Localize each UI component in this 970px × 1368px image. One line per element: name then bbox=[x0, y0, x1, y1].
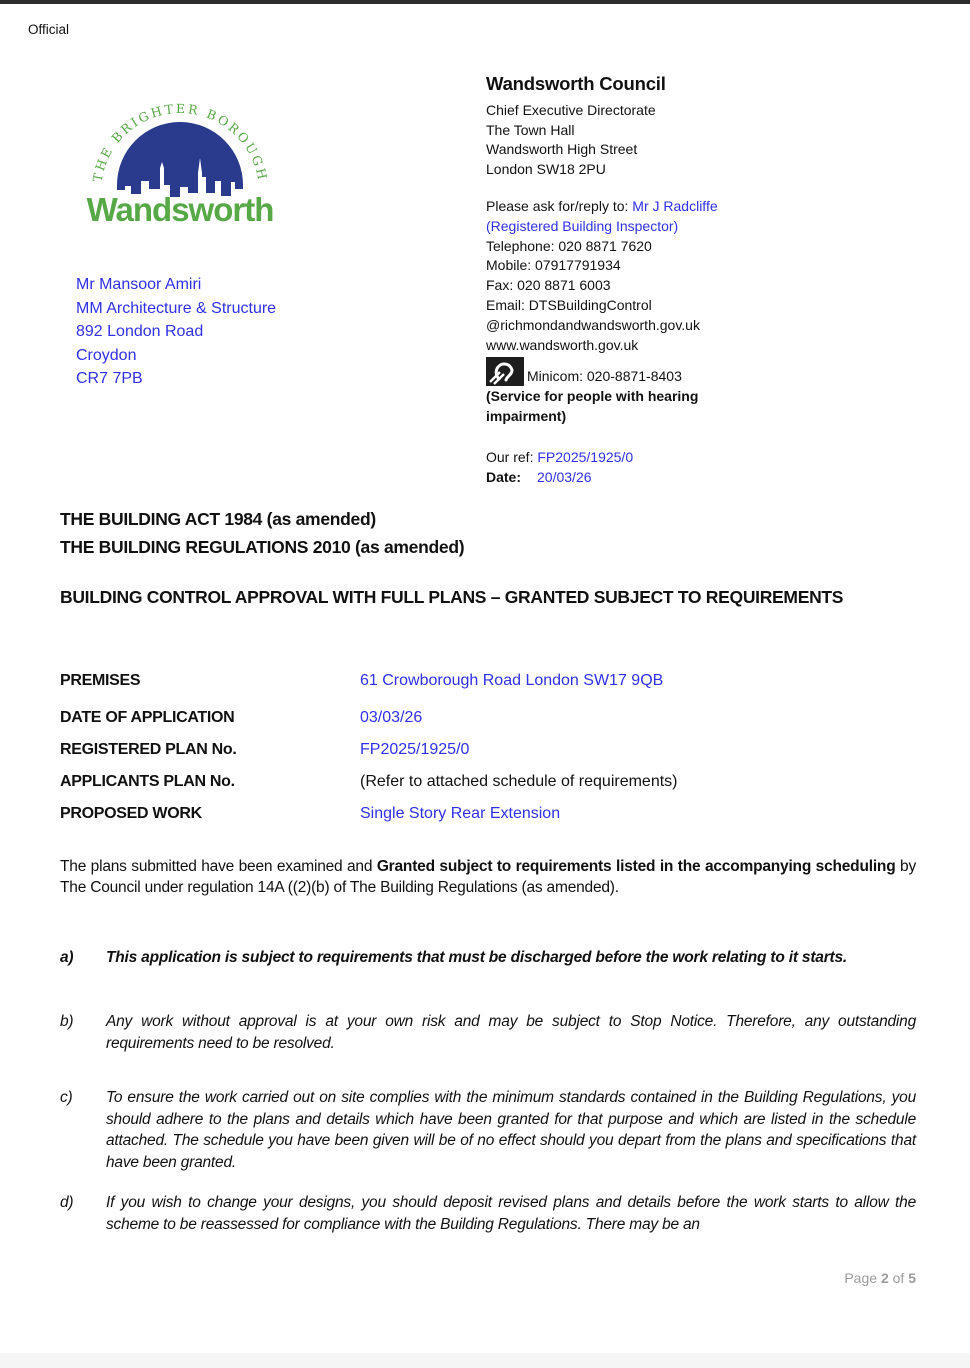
row-label: PROPOSED WORK bbox=[60, 805, 202, 822]
page-bottom-edge bbox=[0, 1353, 970, 1368]
list-marker: d) bbox=[60, 1194, 74, 1211]
ask-for-label: Please ask for/reply to: bbox=[486, 197, 633, 214]
council-dept: Chief Executive Directorate bbox=[486, 101, 656, 118]
hearing-service-line-2: impairment) bbox=[486, 408, 567, 425]
reference-block bbox=[486, 448, 916, 488]
recipient-name: Mr Mansoor Amiri bbox=[76, 276, 202, 293]
footer-total-pages: 5 bbox=[908, 1270, 916, 1286]
footer-page-number: 2 bbox=[880, 1270, 889, 1286]
logo-wordmark: Wandsworth bbox=[86, 191, 274, 228]
footer-page-label: Page bbox=[844, 1270, 881, 1286]
wandsworth-logo-graphic bbox=[80, 78, 280, 230]
contact-officer-role: (Registered Building Inspector) bbox=[486, 217, 679, 234]
building-regulations-heading: THE BUILDING REGULATIONS 2010 (as amended) bbox=[60, 537, 465, 557]
hearing-service-line-1: (Service for people with hearing bbox=[486, 388, 699, 405]
recipient-company: MM Architecture & Structure bbox=[76, 299, 277, 317]
list-marker: b) bbox=[60, 1013, 74, 1030]
row-label: REGISTERED PLAN No. bbox=[60, 741, 237, 758]
table-row bbox=[60, 773, 916, 791]
list-marker: c) bbox=[60, 1089, 73, 1106]
application-date-value: 03/03/26 bbox=[360, 709, 423, 726]
intro-text-bold: Granted subject to requirements listed in the accompanying scheduling bbox=[376, 858, 896, 875]
page-number-footer bbox=[60, 1270, 916, 1286]
minicom-number: Minicom: 020-8871-8403 bbox=[527, 367, 682, 384]
recipient-street: 892 London Road bbox=[76, 323, 204, 340]
mobile-line: Mobile: 07917791934 bbox=[486, 257, 621, 274]
logo-arc-text: THE BRIGHTER BOROUGH bbox=[89, 100, 271, 183]
list-item-text: Any work without approval is at your own risk and may be subject to Stop Notice. Therefore, any outstanding requirements need to be resolved. bbox=[106, 1013, 916, 1052]
wandsworth-logo bbox=[80, 78, 280, 230]
window-top-border bbox=[0, 0, 970, 4]
our-ref-value: FP2025/1925/0 bbox=[537, 448, 634, 465]
website-line: www.wandsworth.gov.uk bbox=[486, 336, 639, 353]
row-label: PREMISES bbox=[60, 672, 141, 689]
footer-of-label: of bbox=[888, 1270, 909, 1286]
date-line bbox=[486, 468, 916, 488]
decision-heading: BUILDING CONTROL APPROVAL WITH FULL PLANS – GRANTED SUBJECT TO REQUIREMENTS bbox=[60, 587, 844, 607]
council-addr-line: London SW18 2PU bbox=[486, 161, 606, 178]
telephone-line: Telephone: 020 8871 7620 bbox=[486, 237, 652, 254]
email-line-1: Email: DTSBuildingControl bbox=[486, 296, 652, 313]
list-item bbox=[60, 1087, 916, 1173]
row-label: DATE OF APPLICATION bbox=[60, 709, 235, 726]
building-act-heading: THE BUILDING ACT 1984 (as amended) bbox=[60, 509, 376, 529]
intro-text-pre: The plans submitted have been examined and bbox=[60, 858, 377, 875]
applicants-plan-value: (Refer to attached schedule of requirements) bbox=[360, 773, 678, 790]
council-contact-block bbox=[486, 74, 916, 488]
recipient-postcode: CR7 7PB bbox=[76, 370, 143, 387]
council-addr-line: The Town Hall bbox=[486, 121, 575, 138]
our-ref-label: Our ref: bbox=[486, 448, 538, 465]
statute-headings bbox=[60, 505, 930, 561]
logo-dome-skyline bbox=[117, 122, 243, 197]
decision-paragraph bbox=[60, 856, 916, 898]
ask-for-line bbox=[486, 197, 916, 217]
classification-label: Official bbox=[28, 22, 70, 37]
fax-line: Fax: 020 8871 6003 bbox=[486, 277, 611, 294]
intro-text-post: by The Council under regulation 14A ((2)(b) of The Building Regulations (as amended). bbox=[60, 858, 916, 896]
date-label: Date: bbox=[486, 468, 522, 485]
proposed-work-value: Single Story Rear Extension bbox=[360, 805, 561, 822]
table-row bbox=[60, 805, 916, 823]
list-item-text: To ensure the work carried out on site complies with the minimum standards contained in the Building Regulations, you should adhere to the plans and details which have been granted for that purpose and which are listed in the schedule attached. The schedule you have been given will be of no effect should you depart from the plans and specifications that have been granted. bbox=[106, 1089, 916, 1171]
table-row bbox=[60, 672, 916, 690]
table-row bbox=[60, 709, 916, 727]
list-item-text: This application is subject to requirements that must be discharged before the work relating to it starts. bbox=[106, 949, 848, 966]
council-name: Wandsworth Council bbox=[486, 73, 666, 94]
hearing-impairment-icon bbox=[486, 357, 524, 386]
list-item bbox=[60, 947, 916, 969]
contact-officer-name: Mr J Radcliffe bbox=[632, 197, 718, 214]
list-item bbox=[60, 1011, 916, 1054]
recipient-town: Croydon bbox=[76, 346, 137, 364]
list-item bbox=[60, 1192, 916, 1235]
list-marker: a) bbox=[60, 949, 74, 966]
list-item-text: If you wish to change your designs, you should deposit revised plans and details before the work starts to allow the scheme to be reassessed for compliance with the Building Regulations. There may be an bbox=[106, 1194, 916, 1233]
minicom-row bbox=[486, 357, 916, 386]
recipient-address-block bbox=[76, 273, 276, 391]
email-line-2: @richmondandwandsworth.gov.uk bbox=[486, 316, 700, 333]
row-label: APPLICANTS PLAN No. bbox=[60, 773, 235, 790]
premises-value: 61 Crowborough Road London SW17 9QB bbox=[360, 672, 664, 689]
registered-plan-value: FP2025/1925/0 bbox=[360, 741, 470, 758]
spacer bbox=[486, 180, 916, 197]
date-value: 20/03/26 bbox=[537, 468, 592, 485]
our-ref-line bbox=[486, 448, 916, 468]
table-row bbox=[60, 741, 916, 759]
council-addr-line: Wandsworth High Street bbox=[486, 141, 638, 158]
